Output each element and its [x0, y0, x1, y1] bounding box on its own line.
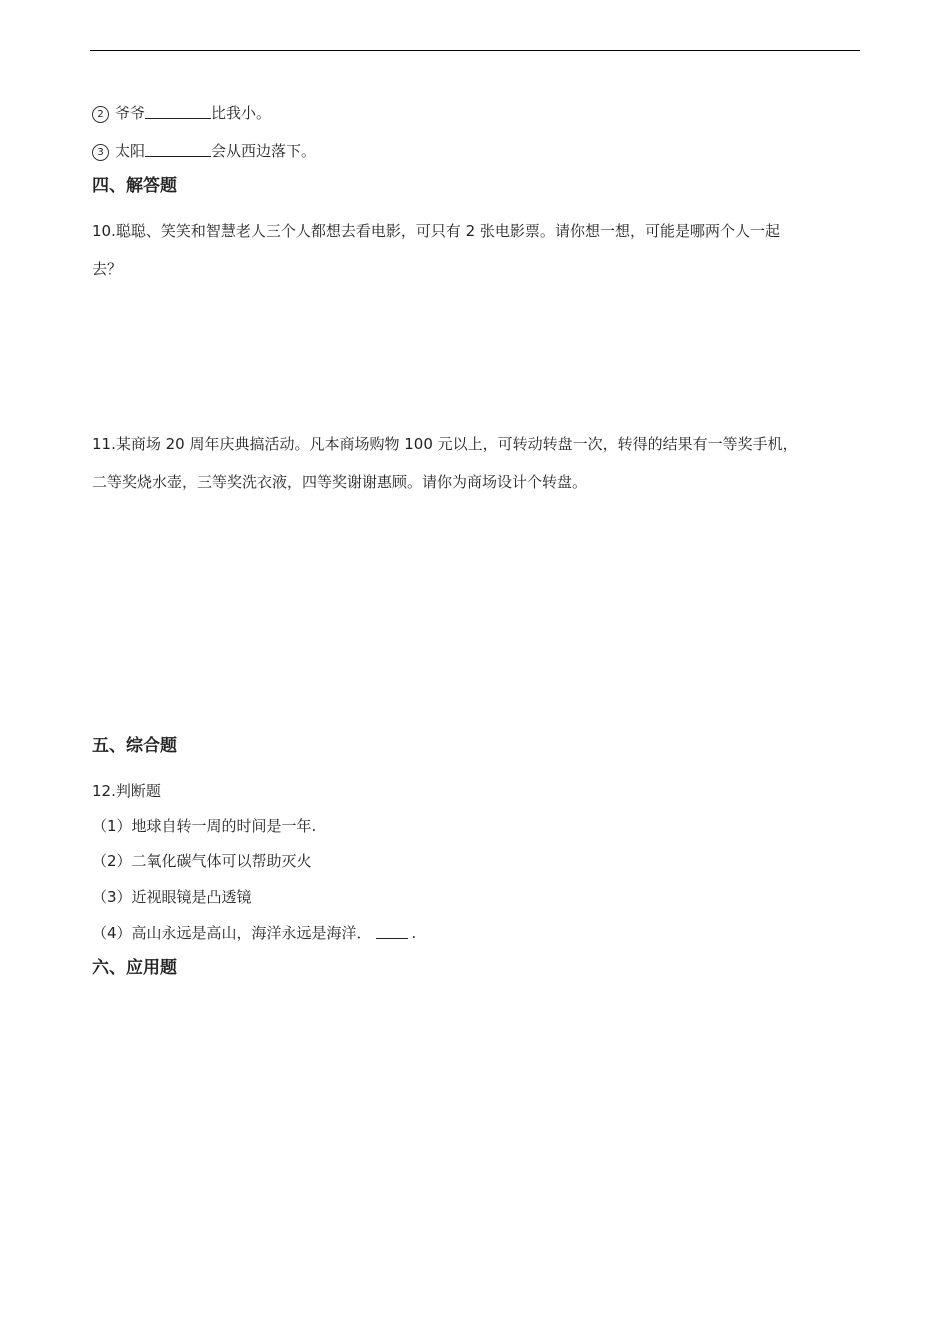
- circled-number: 3: [92, 144, 109, 161]
- judge-item-4-end: .: [411, 924, 417, 942]
- section-heading-4: 四、解答题: [92, 176, 177, 196]
- fill-in-item-2: [92, 103, 271, 123]
- judge-item-3: （3）近视眼镜是凸透镜: [92, 888, 252, 906]
- question-10: [92, 221, 862, 297]
- fill-in-after: 会从西边落下。: [211, 142, 317, 160]
- question-10-line-1: 10.聪聪、笑笑和智慧老人三个人都想去看电影，可只有 2 张电影票。请你想一想，可能是哪两个人一起: [92, 222, 780, 240]
- fill-in-item-3: [92, 141, 316, 161]
- question-12-title: 12.判断题: [92, 782, 161, 800]
- fill-in-before: 爷爷: [115, 104, 146, 122]
- question-10-line-2: 去？: [92, 260, 123, 278]
- question-11-line-1: 11.某商场 20 周年庆典搞活动。凡本商场购物 100 元以上，可转动转盘一次，转得的结果有一等奖手机，: [92, 435, 798, 453]
- judge-item-1: （1）地球自转一周的时间是一年.: [92, 817, 317, 835]
- fill-in-before: 太阳: [115, 142, 146, 160]
- section-heading-5: 五、综合题: [92, 736, 177, 756]
- judge-item-2: （2）二氧化碳气体可以帮助灭火: [92, 852, 312, 870]
- judge-item-4-text: （4）高山永远是高山，海洋永远是海洋．: [92, 924, 372, 942]
- judge-item-4: [92, 923, 416, 943]
- question-11: [92, 434, 862, 510]
- header-rule: [90, 50, 860, 51]
- answer-blank[interactable]: [145, 104, 211, 119]
- answer-blank[interactable]: [145, 142, 211, 157]
- section-heading-6: 六、应用题: [92, 958, 177, 978]
- circled-number: 2: [92, 106, 109, 123]
- question-11-line-2: 二等奖烧水壶，三等奖洗衣液，四等奖谢谢惠顾。请你为商场设计个转盘。: [92, 473, 588, 491]
- fill-in-after: 比我小。: [211, 104, 272, 122]
- answer-blank[interactable]: [376, 924, 408, 939]
